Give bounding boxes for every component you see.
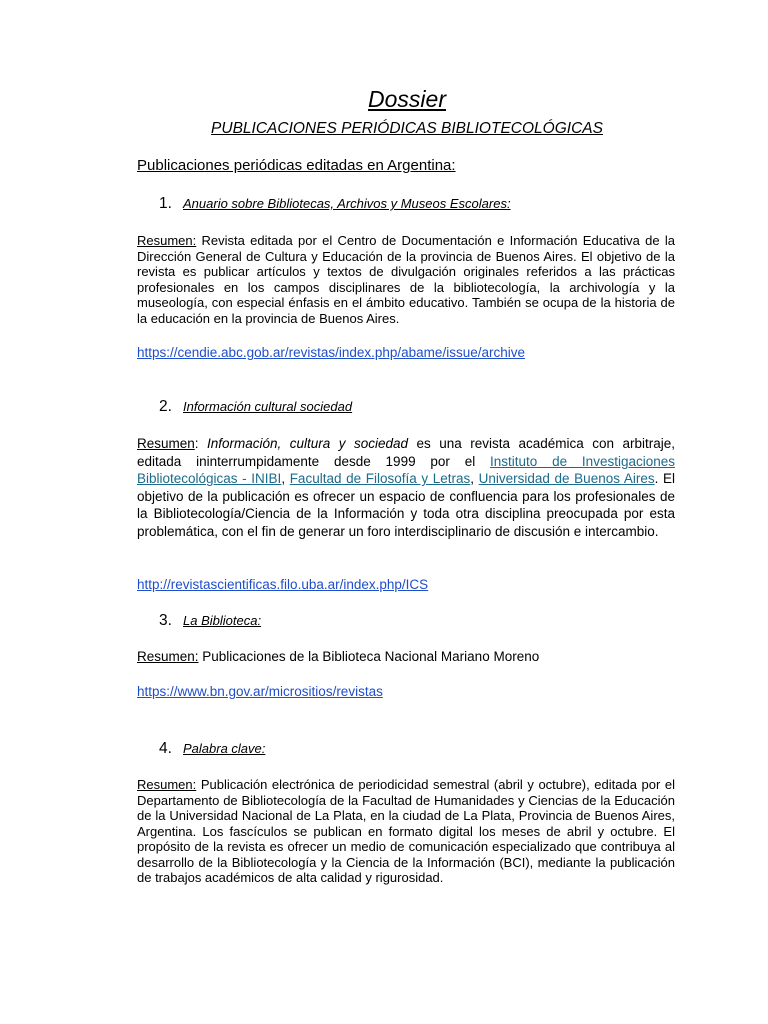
summary-colon: : xyxy=(194,436,208,451)
item-number: 2. xyxy=(159,398,172,415)
item-number: 3. xyxy=(159,612,172,629)
summary-text: es una revista académica con arbitraje, editada ininterrumpidamente desde 1999 por el xyxy=(137,436,675,469)
summary-text: Publicaciones de la Biblioteca Nacional Mariano Moreno xyxy=(198,649,540,664)
item-title: Información cultural sociedad xyxy=(183,399,353,414)
item-4-summary xyxy=(137,777,675,886)
item-1-heading xyxy=(159,195,511,213)
document-subtitle: PUBLICACIONES PERIÓDICAS BIBLIOTECOLÓGICAS xyxy=(211,120,603,137)
facultad-link[interactable]: Facultad de Filosofía y Letras xyxy=(289,471,471,487)
journal-name: Información, cultura y sociedad xyxy=(207,436,409,451)
item-2-heading xyxy=(159,398,352,416)
item-3-heading xyxy=(159,612,261,630)
inibi-link[interactable]: Instituto de Investigaciones Bibliotecológicas - INIBI xyxy=(137,453,675,487)
item-title: Anuario sobre Bibliotecas, Archivos y Museos Escolares: xyxy=(183,196,511,211)
separator: , xyxy=(281,471,290,487)
item-1-url-link[interactable]: https://cendie.abc.gob.ar/revistas/index.php/abame/issue/archive xyxy=(137,345,525,360)
item-1-summary xyxy=(137,233,675,326)
section-heading: Publicaciones periódicas editadas en Argentina: xyxy=(137,157,456,174)
item-number: 1. xyxy=(159,195,172,212)
item-title: La Biblioteca: xyxy=(183,613,262,628)
item-3-url-link[interactable]: https://www.bn.gov.ar/micrositios/revistas xyxy=(137,684,383,699)
item-2-url-link[interactable]: http://revistascientificas.filo.uba.ar/index.php/ICS xyxy=(137,577,429,592)
item-title: Palabra clave: xyxy=(183,741,266,756)
item-3-summary xyxy=(137,648,675,666)
summary-text: Publicación electrónica de periodicidad semestral (abril y octubre), editada por el Departamento de Bibliotecología de la Facultad de Humanidades y Ciencias de la Educación de la Universidad Nacional de La Plata, en la ciudad de La Plata, Provincia de Buenos Aires, Argentina. Los fascículos se publican en formato digital los meses de abril y octubre. El propósito de la revista es ofrecer un medio de comunicación especializado que contribuya al desarrollo de la Bibliotecología y la Ciencia de la Información (BCI), mediante la publicación de trabajos académicos de alta calidad y rigurosidad. xyxy=(137,777,675,885)
item-4-heading xyxy=(159,740,265,758)
separator: , xyxy=(470,471,479,487)
item-2-summary xyxy=(137,435,675,541)
summary-text: Revista editada por el Centro de Documentación e Información Educativa de la Dirección General de Cultura y Educación de la provincia de Buenos Aires. El objetivo de la revista es publicar artículos y textos de divulgación originales referidos a las prácticas profesionales en los campos disciplinares de la bibliotecología, la archivología y la museología, con especial énfasis en el ámbito educativo. También se ocupa de la historia de la educación en la provincia de Buenos Aires. xyxy=(137,233,675,326)
summary-label: Resumen xyxy=(137,436,195,451)
item-number: 4. xyxy=(159,740,172,757)
summary-label: Resumen: xyxy=(137,233,197,248)
summary-text: . El objetivo de la publicación es ofrecer un espacio de confluencia para los profesionales de la Bibliotecología/Ciencia de la Información y toda otra disciplina preocupada por esta problemática, con el fin de generar un foro interdisciplinario de discusión e intercambio. xyxy=(137,471,675,539)
uba-link[interactable]: Universidad de Buenos Aires xyxy=(478,471,655,487)
summary-label: Resumen: xyxy=(137,649,199,664)
summary-label: Resumen: xyxy=(137,777,197,792)
document-title: Dossier xyxy=(368,86,446,112)
